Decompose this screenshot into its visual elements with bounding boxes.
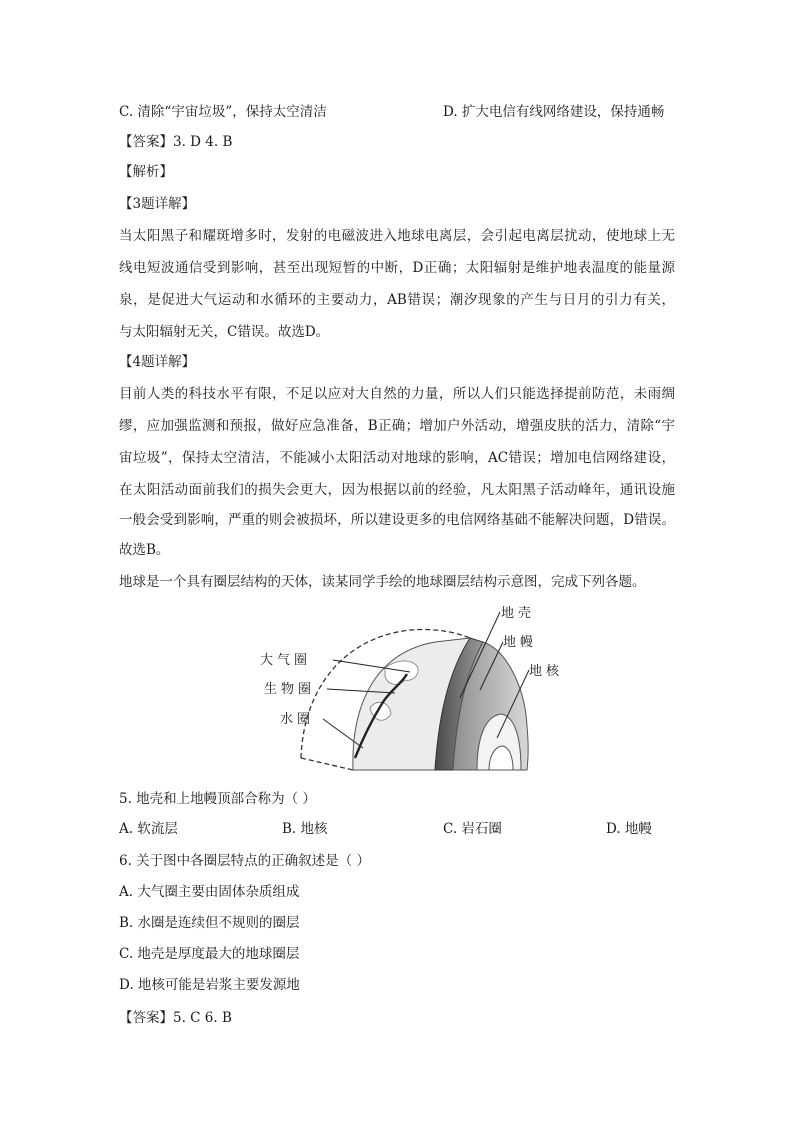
label-mantle: 地幔 xyxy=(503,635,538,650)
q4-detail-heading: 【4题详解】 xyxy=(119,354,196,370)
q4-detail-line: 在太阳活动面前我们的损失会更大，因为根据以前的经验，凡太阳黑子活动峰年，通讯设施 xyxy=(119,482,675,498)
q5-option-b: B. 地核 xyxy=(282,821,328,837)
answer-3-4: 【答案】3. D 4. B xyxy=(119,134,233,150)
q3-detail-line: 泉，是促进大气运动和水循环的主要动力，AB错误；潮汐现象的产生与日月的引力有关， xyxy=(119,292,675,308)
q5-option-c: C. 岩石圈 xyxy=(443,821,502,837)
q6-stem: 6. 关于图中各圈层特点的正确叙述是（ ） xyxy=(119,853,370,869)
q4-detail-line: 故选B。 xyxy=(119,542,170,558)
q4-detail-line: 缪，应加强监测和预报，做好应急准备，B正确；增加户外活动，增强皮肤的活力，清除“宇 xyxy=(119,418,675,434)
q3-detail-line: 当太阳黑子和耀斑增多时，发射的电磁波进入地球电离层，会引起电离层扰动，使地球上无 xyxy=(119,228,675,244)
q4-detail-line: 一般会受到影响，严重的则会被损坏，所以建设更多的电信网络基础不能解决问题，D错误。 xyxy=(119,512,675,528)
answer-5-6: 【答案】5. C 6. B xyxy=(119,1010,232,1026)
q6-option-c: C. 地壳是厚度最大的地球圈层 xyxy=(119,946,300,962)
label-core: 地核 xyxy=(529,664,564,679)
label-atmosphere: 大气圈 xyxy=(260,653,312,668)
q6-option-d: D. 地核可能是岩浆主要发源地 xyxy=(119,977,300,993)
label-biosphere: 生物圈 xyxy=(264,682,316,697)
analysis-heading: 【解析】 xyxy=(119,164,173,180)
q4-detail-line: 宙垃圾”，保持太空清洁，不能减小太阳活动对地球的影响，AC错误；增加电信网络建设， xyxy=(119,450,675,466)
label-crust: 地壳 xyxy=(501,606,536,621)
q5-option-d: D. 地幔 xyxy=(606,821,652,837)
q4-option-d: D. 扩大电信有线网络建设，保持通畅 xyxy=(443,104,665,120)
q4-option-c: C. 清除“宇宙垃圾”，保持太空清洁 xyxy=(119,104,327,120)
q3-detail-line: 与太阳辐射无关，C错误。故选D。 xyxy=(119,324,330,340)
q5-option-a: A. 软流层 xyxy=(119,821,178,837)
q4-detail-line: 目前人类的科技水平有限，不足以应对大自然的力量，所以人们只能选择提前防范，未雨绸 xyxy=(119,386,675,402)
q6-option-a: A. 大气圈主要由固体杂质组成 xyxy=(119,884,300,900)
label-hydrosphere: 水圈 xyxy=(280,712,315,727)
earth-layers-diagram xyxy=(245,598,565,780)
q3-detail-heading: 【3题详解】 xyxy=(119,196,196,212)
q6-option-b: B. 水圈是连续但不规则的圈层 xyxy=(119,915,300,931)
q5-stem: 5. 地壳和上地幔顶部合称为（ ） xyxy=(119,791,316,807)
question-intro: 地球是一个具有圈层结构的天体，读某同学手绘的地球圈层结构示意图，完成下列各题。 xyxy=(119,574,646,590)
q3-detail-line: 线电短波通信受到影响，甚至出现短暂的中断，D正确；太阳辐射是维护地表温度的能量源 xyxy=(119,260,675,276)
